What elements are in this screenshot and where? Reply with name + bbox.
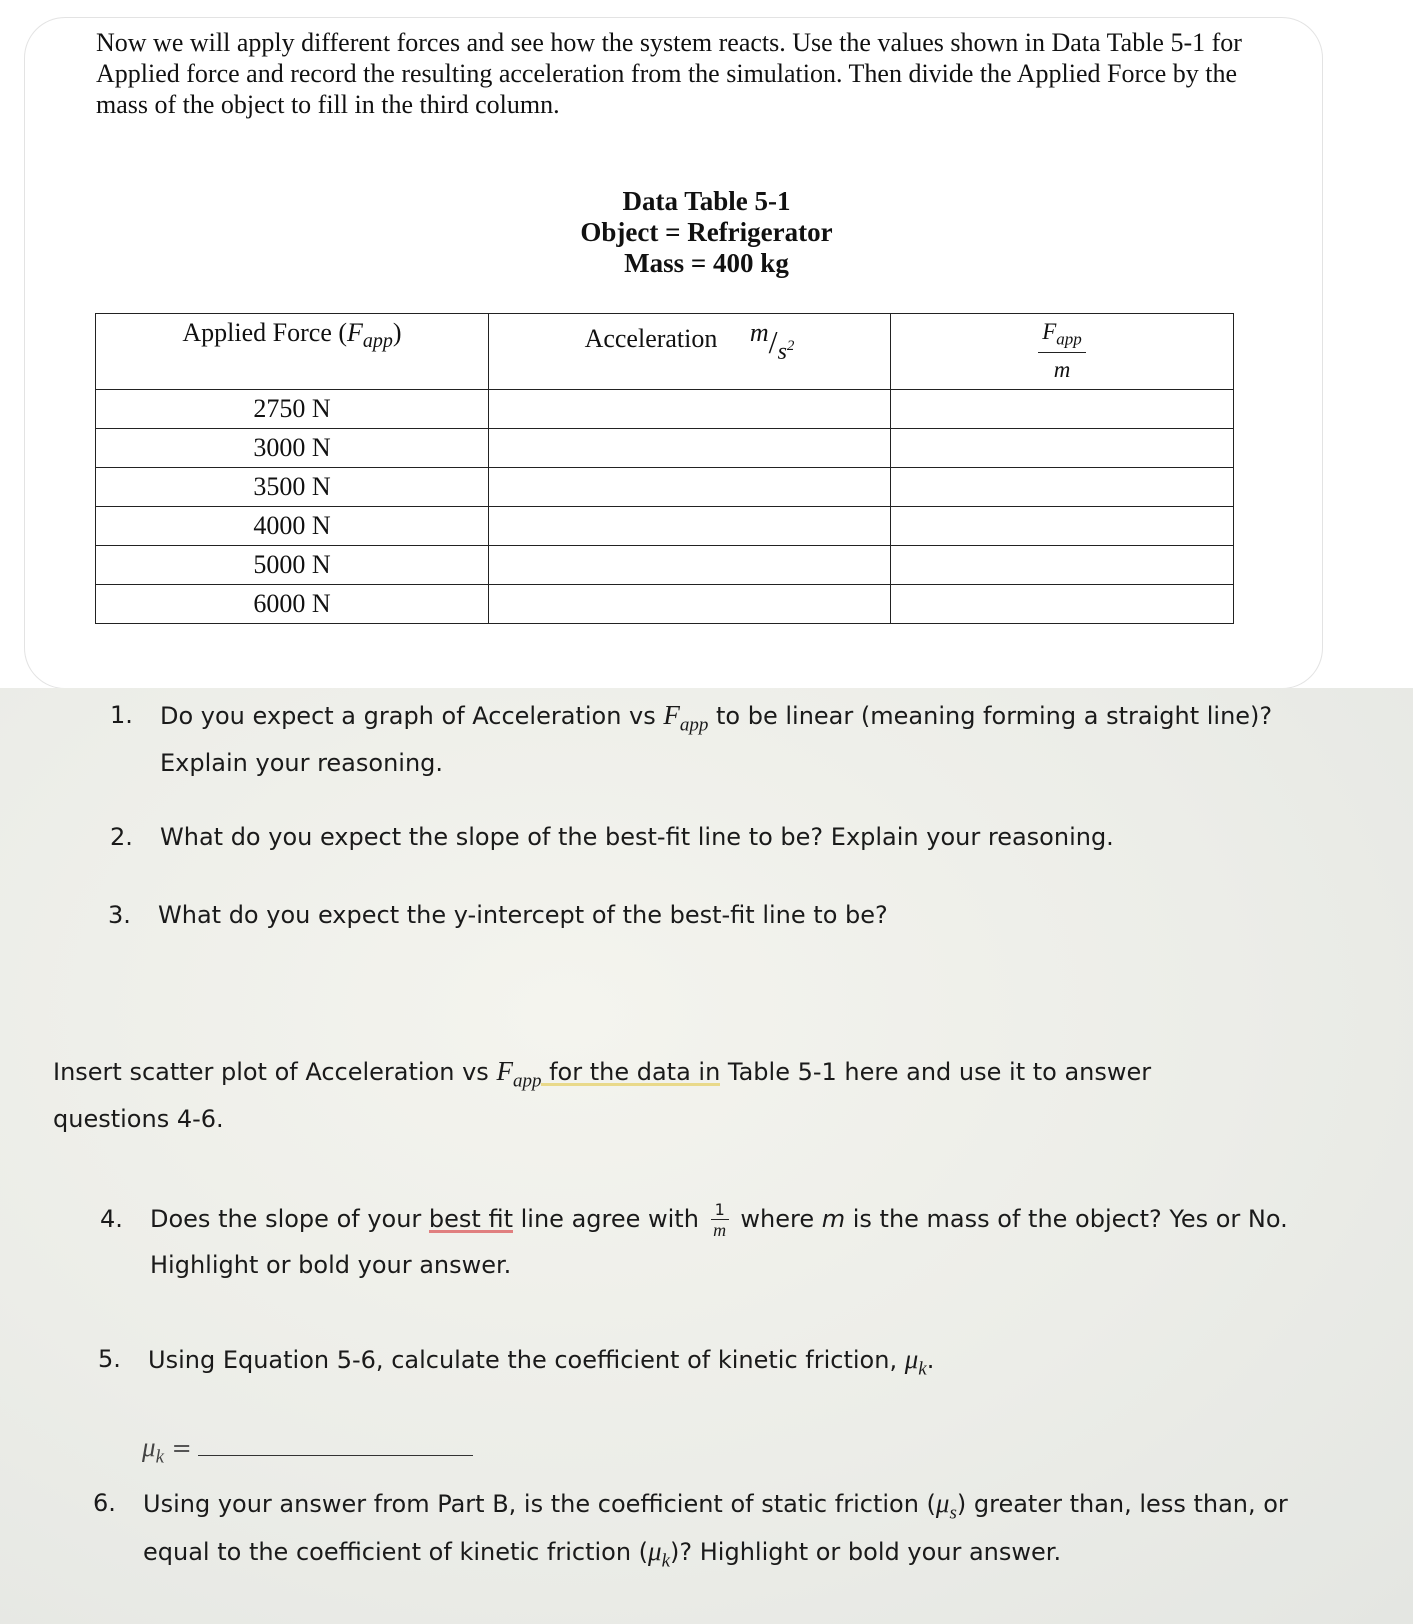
question-6-text-a: Using your answer from Part B, is the coefficient of static friction ( — [143, 1490, 936, 1518]
header-close-paren: ) — [392, 318, 402, 347]
ratio-f-symbol: F — [1042, 319, 1057, 344]
insert-app-subscript: app — [512, 1070, 542, 1092]
ratio-cell[interactable] — [891, 585, 1234, 624]
q6-mu-s-symbol: μ — [935, 1488, 950, 1518]
table-header-row — [96, 314, 1234, 390]
question-1-text-a: Do you expect a graph of Acceleration vs — [160, 702, 664, 730]
acceleration-cell[interactable] — [489, 585, 891, 624]
ratio-cell[interactable] — [891, 429, 1234, 468]
acceleration-cell[interactable] — [489, 507, 891, 546]
acceleration-unit — [749, 318, 795, 365]
insert-f-symbol: F — [496, 1056, 513, 1086]
header-f-symbol: F — [347, 318, 363, 347]
acceleration-cell[interactable] — [489, 390, 891, 429]
ratio-cell[interactable] — [891, 507, 1234, 546]
intro-paragraph: Now we will apply different forces and see how the system reacts. Use the values shown in Data Table 5-1 for Applied force and record the resulting acceleration from the simulation. Then divide the Applied Force by the mass of the object to fill in the third column. — [96, 28, 1242, 119]
question-5 — [98, 1340, 1318, 1388]
ratio-m-symbol: m — [1053, 356, 1071, 382]
fraction-one: 1 — [711, 1201, 729, 1220]
acceleration-cell[interactable] — [489, 468, 891, 507]
acceleration-cell[interactable] — [489, 546, 891, 585]
unit-m: m — [749, 318, 769, 347]
table-mass: Mass = 400 kg — [624, 248, 789, 278]
table-row — [96, 546, 1234, 585]
answer-equals: = — [164, 1434, 192, 1462]
question-4-m: m — [821, 1205, 846, 1233]
force-cell: 5000 N — [96, 546, 489, 585]
q6-mu-k-symbol: μ — [648, 1536, 662, 1567]
q1-app-subscript: app — [679, 714, 709, 736]
question-4-text-a: Does the slope of your — [150, 1205, 429, 1233]
header-acceleration-label: Acceleration — [584, 324, 718, 353]
question-4-number: 4. — [100, 1205, 123, 1233]
question-2-text: What do you expect the slope of the best-fit line to be? Explain your reasoning. — [160, 823, 1114, 851]
table-title: Data Table 5-1 — [622, 186, 791, 216]
scatter-plot-instruction — [53, 1052, 1253, 1138]
q6-k-subscript: k — [661, 1550, 671, 1572]
question-6-number: 6. — [93, 1489, 116, 1517]
q5-k-subscript: k — [918, 1358, 927, 1380]
question-3-number: 3. — [108, 901, 131, 929]
force-cell: 6000 N — [96, 585, 489, 624]
ratio-cell[interactable] — [891, 390, 1234, 429]
table-caption — [0, 186, 1413, 279]
question-2-number: 2. — [110, 823, 133, 851]
header-app-subscript: app — [362, 330, 393, 353]
question-2 — [110, 818, 1330, 856]
question-1-text-b: to be linear (meaning forming a straight line)? Explain your reasoning. — [160, 702, 1273, 778]
force-cell: 3500 N — [96, 468, 489, 507]
question-6-text-c: )? Highlight or bold your answer. — [670, 1538, 1062, 1567]
ratio-cell[interactable] — [891, 468, 1234, 507]
table-object: Object = Refrigerator — [580, 217, 833, 247]
question-1-number: 1. — [110, 701, 133, 729]
questions-page — [0, 688, 1413, 1624]
one-over-m-fraction — [711, 1201, 729, 1240]
fraction-m: m — [713, 1219, 727, 1240]
mu-k-blank[interactable] — [198, 1455, 473, 1456]
q1-f-symbol: F — [663, 700, 680, 730]
question-4-best-fit: best fit — [428, 1205, 513, 1233]
question-4-text-e: is the mass of the object? Yes or No. Highlight or bold your answer. — [150, 1205, 1288, 1279]
answer-mu-symbol: μ — [142, 1432, 156, 1462]
data-table — [95, 313, 1234, 624]
header-applied-force — [96, 314, 489, 390]
table-row — [96, 390, 1234, 429]
acceleration-cell[interactable] — [489, 429, 891, 468]
table-row — [96, 585, 1234, 624]
question-6 — [93, 1484, 1333, 1581]
header-applied-force-label: Applied Force ( — [182, 318, 348, 347]
table-row — [96, 429, 1234, 468]
q5-mu-symbol: μ — [904, 1344, 919, 1374]
question-1 — [110, 696, 1330, 782]
top-page — [0, 0, 1413, 688]
mu-k-answer — [142, 1428, 542, 1476]
force-cell: 2750 N — [96, 390, 489, 429]
force-cell: 3000 N — [96, 429, 489, 468]
unit-s: s — [777, 339, 787, 365]
question-5-number: 5. — [98, 1345, 121, 1373]
header-acceleration — [489, 314, 891, 390]
question-3-text: What do you expect the y-intercept of the best-fit line to be? — [158, 901, 888, 929]
question-5-text: Using Equation 5-6, calculate the coefficient of kinetic friction, — [148, 1346, 905, 1374]
ratio-cell[interactable] — [891, 546, 1234, 585]
unit-slash: / — [768, 324, 778, 360]
question-4 — [100, 1196, 1320, 1288]
question-5-period: . — [926, 1346, 935, 1374]
question-3 — [108, 896, 1328, 934]
answer-k-subscript: k — [155, 1446, 164, 1468]
question-6-text-b: ) greater than, less than, or equal to the coefficient of kinetic friction ( — [143, 1490, 1288, 1567]
ratio-app-subscript: app — [1056, 329, 1082, 349]
insert-text-a: Insert scatter plot of Acceleration vs — [53, 1058, 497, 1086]
question-4-text-c: line agree with — [513, 1205, 707, 1233]
force-cell: 4000 N — [96, 507, 489, 546]
question-4-text-d: where — [732, 1205, 822, 1233]
q6-s-subscript: s — [949, 1502, 957, 1524]
header-fapp-over-m — [891, 314, 1234, 390]
table-row — [96, 468, 1234, 507]
table-row — [96, 507, 1234, 546]
insert-text-highlighted: for the data in — [541, 1058, 721, 1086]
unit-exponent: 2 — [786, 338, 795, 354]
insert-text-c: Table 5-1 here and use it to answer questions 4-6. — [53, 1058, 1152, 1134]
